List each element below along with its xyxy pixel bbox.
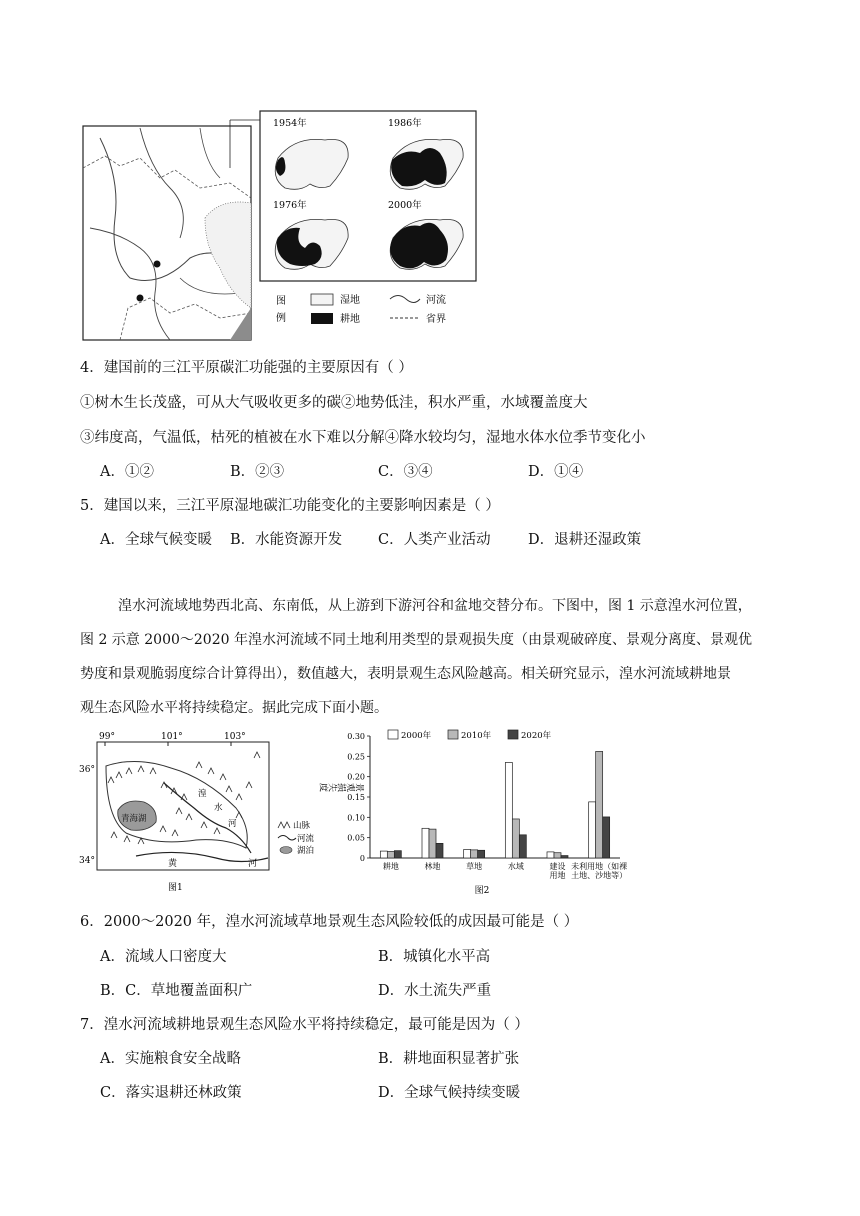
- bar-3-2010年: [512, 819, 519, 858]
- q5-option-c[interactable]: C．人类产业活动: [378, 532, 491, 548]
- q7-option-b[interactable]: B．耕地面积显著扩张: [378, 1051, 520, 1067]
- svg-text:1976年: 1976年: [273, 200, 307, 211]
- svg-text:101°: 101°: [161, 732, 183, 742]
- y-tick-label: 0.10: [347, 813, 365, 823]
- bar-2-2010年: [471, 850, 478, 858]
- q4-option-c[interactable]: C．③④: [378, 464, 433, 480]
- x-tick-label: 草地: [466, 862, 483, 871]
- legend-label: 2020年: [521, 731, 552, 741]
- x-tick-label: 用地: [549, 871, 566, 880]
- svg-text:水: 水: [214, 803, 223, 813]
- bar-0-2020年: [394, 851, 401, 858]
- chart-legend: [388, 730, 552, 741]
- bar-3-2020年: [519, 835, 526, 858]
- bar-4-2000年: [547, 852, 554, 858]
- svg-text:103°: 103°: [224, 732, 246, 742]
- svg-text:黄: 黄: [168, 859, 178, 869]
- q5-option-b[interactable]: B．水能资源开发: [230, 532, 343, 548]
- svg-text:图: 图: [276, 296, 286, 307]
- svg-text:河: 河: [228, 819, 237, 829]
- x-tick-label: 耕地: [382, 862, 399, 871]
- q7-option-a[interactable]: A．实施粮食安全战略: [100, 1051, 241, 1067]
- svg-text:1954年: 1954年: [273, 118, 307, 129]
- figure-2-caption: 图2: [474, 886, 490, 896]
- svg-text:青海湖: 青海湖: [121, 814, 147, 824]
- legend-label: 2000年: [401, 731, 432, 741]
- bar-2-2000年: [464, 849, 471, 858]
- passage-line-3: 势度和景观脆弱度综合计算得出），数值越大，表明景观生态风险越高。相关研究显示，湟水河流域耕地景: [80, 666, 731, 682]
- y-tick-label: 0.30: [347, 732, 365, 741]
- svg-text:1986年: 1986年: [388, 118, 422, 129]
- q5-stem: 5．建国以来，三江平原湿地碳汇功能变化的主要影响因素是（ ）: [80, 498, 500, 514]
- q6-option-c[interactable]: B．C．草地覆盖面积广: [100, 983, 253, 999]
- q5-option-a[interactable]: A．全球气候变暖: [100, 532, 212, 548]
- x-tick-label: 水域: [507, 862, 524, 871]
- q4-option-d[interactable]: D．①④: [528, 464, 584, 480]
- svg-text:河流: 河流: [297, 834, 315, 844]
- bar-5-2020年: [603, 817, 610, 858]
- svg-text:省界: 省界: [426, 314, 446, 325]
- svg-text:耕地: 耕地: [340, 314, 360, 325]
- svg-text:河流: 河流: [426, 295, 446, 306]
- q7-option-c[interactable]: C．落实退耕还林政策: [100, 1085, 242, 1101]
- x-tick-label: 土地、沙地等）: [571, 871, 628, 880]
- q6-option-b[interactable]: B．城镇化水平高: [378, 949, 491, 965]
- svg-text:湖泊: 湖泊: [297, 846, 315, 856]
- q4-statement-line-2: ③纬度高，气温低，枯死的植被在水下难以分解④降水较均匀，湿地水体水位季节变化小: [80, 430, 646, 446]
- q4-stem: 4．建国前的三江平原碳汇功能强的主要原因有（ ）: [80, 360, 413, 376]
- x-tick-label: 建设: [549, 862, 566, 871]
- map-legend: [276, 293, 446, 325]
- bar-5-2010年: [596, 751, 603, 858]
- y-tick-label: 0.15: [347, 793, 365, 802]
- svg-text:图1: 图1: [168, 883, 183, 893]
- y-tick-label: 0.25: [347, 752, 365, 762]
- svg-text:36°: 36°: [79, 765, 95, 775]
- q5-option-d[interactable]: D．退耕还湿政策: [528, 532, 642, 548]
- passage-line-2: 图 2 示意 2000～2020 年湟水河流域不同土地利用类型的景观损失度（由景观破碎度、景观分离度、景观优: [80, 632, 752, 648]
- bar-1-2000年: [422, 828, 429, 858]
- bar-1-2010年: [429, 829, 436, 858]
- figure-1-huangshui-map: [76, 728, 326, 896]
- y-tick-label: 0.05: [347, 833, 365, 843]
- svg-text:99°: 99°: [99, 732, 115, 742]
- legend-label: 2010年: [461, 731, 492, 741]
- svg-text:河: 河: [248, 859, 258, 869]
- svg-text:例: 例: [276, 313, 286, 324]
- bar-4-2020年: [561, 856, 568, 858]
- bar-1-2020年: [436, 843, 443, 858]
- legend-swatch: [388, 730, 398, 739]
- q6-stem: 6．2000～2020 年，湟水河流域草地景观生态风险较低的成因最可能是（ ）: [80, 914, 579, 930]
- q6-option-a[interactable]: A．流域人口密度大: [100, 949, 227, 965]
- passage-line-4: 观生态风险水平将持续稳定。据此完成下面小题。: [80, 700, 388, 716]
- q6-option-d[interactable]: D．水土流失严重: [378, 983, 492, 999]
- svg-text:2000年: 2000年: [388, 200, 422, 211]
- y-tick-label: 0.20: [347, 772, 365, 782]
- bar-0-2000年: [380, 851, 387, 858]
- passage-line-1: 湟水河流域地势西北高、东南低，从上游到下游河谷和盆地交替分布。下图中，图 1 示意湟水河位置，: [118, 598, 752, 614]
- bar-3-2000年: [505, 762, 512, 858]
- bar-0-2010年: [387, 851, 394, 858]
- sanjiang-map-figure: [80, 108, 500, 344]
- x-tick-label: 未利用地（如裸: [571, 862, 628, 871]
- q7-stem: 7．湟水河流域耕地景观生态风险水平将持续稳定，最可能是因为（ ）: [80, 1017, 529, 1033]
- y-axis-label: 景观损失度: [319, 781, 365, 791]
- bar-4-2010年: [554, 853, 561, 858]
- q4-option-a[interactable]: A．①②: [100, 464, 154, 480]
- legend-swatch: [508, 730, 518, 739]
- x-tick-label: 林地: [424, 862, 441, 871]
- svg-text:湟: 湟: [198, 789, 207, 799]
- svg-text:34°: 34°: [79, 856, 95, 866]
- figure-2-bar-chart: [319, 728, 630, 898]
- q4-option-b[interactable]: B．②③: [230, 464, 285, 480]
- legend-swatch: [448, 730, 458, 739]
- bar-5-2000年: [589, 802, 596, 858]
- bar-2-2020年: [478, 850, 485, 858]
- q7-option-d[interactable]: D．全球气候持续变暖: [378, 1085, 521, 1101]
- q4-statement-line-1: ①树木生长茂盛，可从大气吸收更多的碳②地势低洼，积水严重，水域覆盖度大: [80, 395, 588, 411]
- svg-text:湿地: 湿地: [340, 295, 360, 306]
- svg-text:山脉: 山脉: [293, 821, 311, 831]
- y-tick-label: 0: [359, 854, 365, 863]
